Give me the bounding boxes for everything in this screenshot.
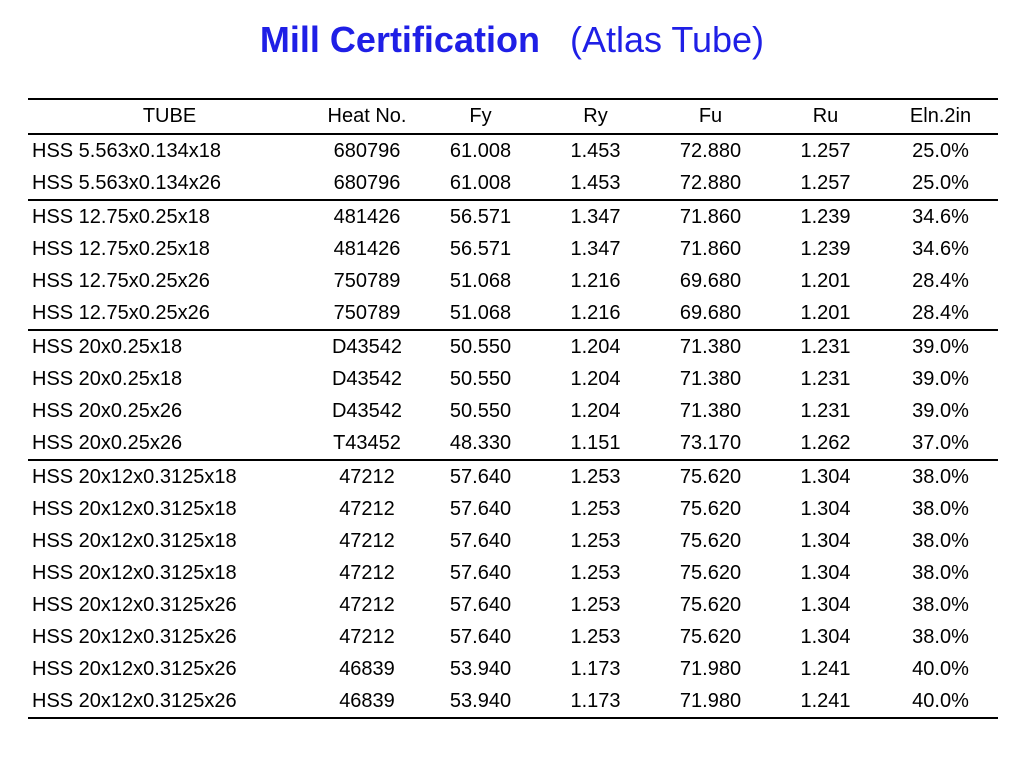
ry-cell: 1.253 (570, 561, 621, 584)
fy-cell: 48.330 (449, 431, 512, 454)
table-row (28, 167, 998, 200)
table-row (28, 685, 998, 718)
fy-cell: 57.640 (449, 497, 512, 520)
ry-cell: 1.204 (570, 367, 621, 390)
header-elongation: Eln.2in (883, 99, 998, 134)
ry-cell: 1.453 (570, 139, 621, 162)
heat-no-cell: 47212 (339, 593, 395, 616)
tube-cell: HSS 20x12x0.3125x18 (28, 460, 311, 493)
ru-cell: 1.257 (800, 171, 851, 194)
elongation-cell: 39.0% (883, 330, 998, 363)
tube-cell: HSS 12.75x0.25x26 (32, 269, 210, 292)
elongation-cell: 38.0% (912, 497, 969, 520)
tube-cell: HSS 20x0.25x18 (32, 367, 183, 390)
fu-cell: 72.880 (679, 171, 742, 194)
elongation-cell: 28.4% (912, 269, 969, 292)
header-ry: Ry (538, 99, 653, 134)
ru-cell: 1.304 (800, 593, 851, 616)
heat-no-cell: 680796 (333, 139, 401, 162)
tube-cell: HSS 20x0.25x26 (32, 431, 183, 454)
table-row (28, 589, 998, 621)
fu-cell: 75.620 (679, 593, 742, 616)
ry-cell: 1.347 (538, 200, 653, 233)
table-row (28, 363, 998, 395)
fu-cell: 71.380 (679, 399, 742, 422)
fu-cell: 71.860 (679, 237, 742, 260)
table-row (28, 621, 998, 653)
ru-cell: 1.201 (800, 269, 851, 292)
fy-cell: 51.068 (449, 269, 512, 292)
title-subtitle: (Atlas Tube) (569, 19, 765, 60)
mill-certification-table (28, 98, 998, 719)
table-row (28, 134, 998, 167)
page-title (0, 14, 1024, 66)
fu-cell: 69.680 (679, 269, 742, 292)
tube-cell: HSS 20x12x0.3125x18 (32, 529, 237, 552)
ru-cell: 1.239 (800, 237, 851, 260)
tube-cell: HSS 20x12x0.3125x26 (32, 625, 237, 648)
ry-cell: 1.253 (570, 497, 621, 520)
ry-cell: 1.253 (570, 529, 621, 552)
ru-cell: 1.304 (800, 561, 851, 584)
fy-cell: 50.550 (449, 367, 512, 390)
fu-cell: 75.620 (653, 460, 768, 493)
heat-no-cell: T43452 (333, 431, 401, 454)
ry-cell: 1.253 (570, 625, 621, 648)
ry-cell: 1.453 (570, 171, 621, 194)
table-body (28, 134, 998, 718)
fu-cell: 71.860 (653, 200, 768, 233)
fy-cell: 57.640 (449, 625, 512, 648)
header-fy: Fy (423, 99, 538, 134)
ru-cell: 1.241 (768, 685, 883, 718)
heat-no-cell: 680796 (333, 171, 401, 194)
tube-cell: HSS 20x12x0.3125x26 (28, 685, 311, 718)
elongation-cell: 28.4% (912, 301, 969, 324)
ru-cell: 1.304 (800, 497, 851, 520)
table-row (28, 525, 998, 557)
heat-no-cell: 481426 (333, 237, 401, 260)
heat-no-cell: 47212 (311, 460, 423, 493)
elongation-cell: 39.0% (912, 399, 969, 422)
elongation-cell: 38.0% (912, 625, 969, 648)
heat-no-cell: 47212 (339, 625, 395, 648)
fu-cell: 71.380 (679, 367, 742, 390)
tube-cell: HSS 20x0.25x26 (32, 399, 183, 422)
tube-cell: HSS 5.563x0.134x18 (32, 139, 222, 162)
table-row (28, 297, 998, 330)
fy-cell: 57.640 (449, 529, 512, 552)
fy-cell: 57.640 (449, 561, 512, 584)
ru-cell: 1.262 (800, 431, 851, 454)
tube-cell: HSS 5.563x0.134x26 (32, 171, 222, 194)
fy-cell: 56.571 (423, 200, 538, 233)
heat-no-cell: 750789 (333, 301, 401, 324)
heat-no-cell: 481426 (311, 200, 423, 233)
fy-cell: 51.068 (449, 301, 512, 324)
fy-cell: 53.940 (449, 657, 512, 680)
fy-cell: 53.940 (423, 685, 538, 718)
ru-cell: 1.304 (800, 529, 851, 552)
fy-cell: 61.008 (449, 139, 512, 162)
ry-cell: 1.204 (538, 330, 653, 363)
header-tube: TUBE (28, 99, 311, 134)
ry-cell: 1.173 (570, 657, 621, 680)
heat-no-cell: 47212 (339, 529, 395, 552)
fy-cell: 57.640 (423, 460, 538, 493)
table-row (28, 493, 998, 525)
ry-cell: 1.173 (538, 685, 653, 718)
heat-no-cell: 46839 (311, 685, 423, 718)
fu-cell: 75.620 (679, 497, 742, 520)
tube-cell: HSS 20x12x0.3125x26 (32, 657, 237, 680)
table-row (28, 427, 998, 460)
elongation-cell: 40.0% (912, 657, 969, 680)
heat-no-cell: 47212 (339, 561, 395, 584)
ru-cell: 1.239 (768, 200, 883, 233)
tube-cell: HSS 12.75x0.25x18 (28, 200, 311, 233)
fu-cell: 75.620 (679, 529, 742, 552)
ry-cell: 1.216 (570, 269, 621, 292)
tube-cell: HSS 12.75x0.25x18 (32, 237, 210, 260)
tube-cell: HSS 20x0.25x18 (28, 330, 311, 363)
tube-cell: HSS 12.75x0.25x26 (32, 301, 210, 324)
elongation-cell: 40.0% (883, 685, 998, 718)
table-row (28, 395, 998, 427)
table-row (28, 265, 998, 297)
header-heat-no: Heat No. (311, 99, 423, 134)
ru-cell: 1.257 (800, 139, 851, 162)
table-row (28, 557, 998, 589)
elongation-cell: 34.6% (912, 237, 969, 260)
ru-cell: 1.304 (800, 625, 851, 648)
table-row (28, 460, 998, 493)
fu-cell: 73.170 (679, 431, 742, 454)
elongation-cell: 38.0% (883, 460, 998, 493)
elongation-cell: 38.0% (912, 561, 969, 584)
table-row (28, 200, 998, 233)
tube-cell: HSS 20x12x0.3125x18 (32, 497, 237, 520)
tube-cell: HSS 20x12x0.3125x26 (32, 593, 237, 616)
ru-cell: 1.231 (768, 330, 883, 363)
fy-cell: 57.640 (449, 593, 512, 616)
header-fu: Fu (653, 99, 768, 134)
ry-cell: 1.253 (538, 460, 653, 493)
fu-cell: 69.680 (679, 301, 742, 324)
heat-no-cell: D43542 (311, 330, 423, 363)
table-row (28, 330, 998, 363)
fy-cell: 61.008 (449, 171, 512, 194)
elongation-cell: 25.0% (912, 139, 969, 162)
ry-cell: 1.216 (570, 301, 621, 324)
fu-cell: 71.980 (679, 657, 742, 680)
heat-no-cell: D43542 (331, 367, 403, 390)
heat-no-cell: 46839 (339, 657, 395, 680)
title-main: Mill Certification (259, 19, 540, 60)
ru-cell: 1.231 (800, 367, 851, 390)
elongation-cell: 39.0% (912, 367, 969, 390)
header-row (28, 99, 998, 134)
fy-cell: 50.550 (449, 399, 512, 422)
heat-no-cell: D43542 (331, 399, 403, 422)
ru-cell: 1.304 (768, 460, 883, 493)
fu-cell: 71.380 (653, 330, 768, 363)
elongation-cell: 25.0% (912, 171, 969, 194)
fu-cell: 75.620 (679, 625, 742, 648)
ru-cell: 1.241 (800, 657, 851, 680)
elongation-cell: 34.6% (883, 200, 998, 233)
elongation-cell: 38.0% (912, 593, 969, 616)
fy-cell: 50.550 (423, 330, 538, 363)
ry-cell: 1.204 (570, 399, 621, 422)
ru-cell: 1.201 (800, 301, 851, 324)
tube-cell: HSS 20x12x0.3125x18 (32, 561, 237, 584)
table-row (28, 653, 998, 685)
table-header (28, 99, 998, 134)
heat-no-cell: 750789 (333, 269, 401, 292)
header-ru: Ru (768, 99, 883, 134)
fy-cell: 56.571 (449, 237, 512, 260)
ru-cell: 1.231 (800, 399, 851, 422)
elongation-cell: 37.0% (912, 431, 969, 454)
elongation-cell: 38.0% (912, 529, 969, 552)
ry-cell: 1.253 (570, 593, 621, 616)
fu-cell: 71.980 (653, 685, 768, 718)
ry-cell: 1.347 (570, 237, 621, 260)
fu-cell: 75.620 (679, 561, 742, 584)
fu-cell: 72.880 (679, 139, 742, 162)
ry-cell: 1.151 (570, 431, 621, 454)
table-row (28, 233, 998, 265)
heat-no-cell: 47212 (339, 497, 395, 520)
